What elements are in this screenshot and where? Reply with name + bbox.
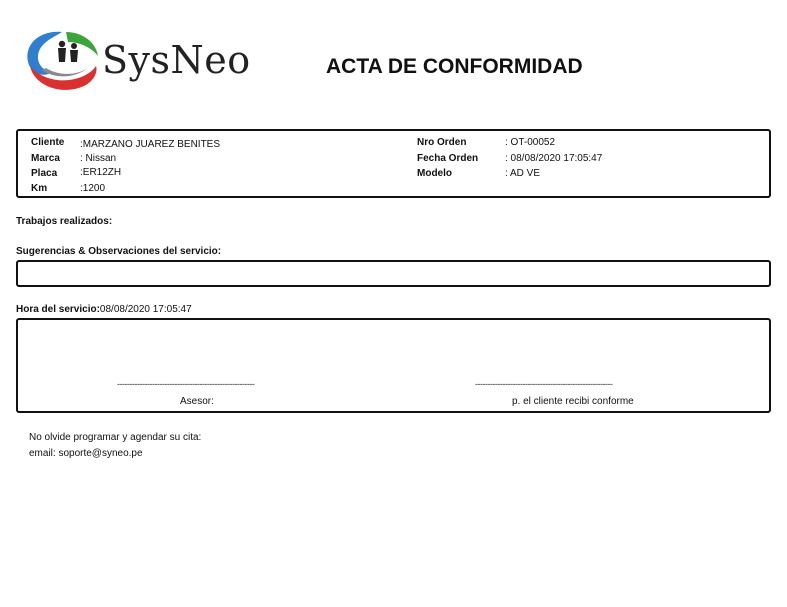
order-date-label: Fecha Orden — [417, 153, 479, 164]
signature-box — [16, 318, 771, 413]
advisor-signature-line: ------------------------------------------------------- — [117, 379, 255, 389]
sysneo-logo — [22, 26, 251, 96]
document-title: ACTA DE CONFORMIDAD — [326, 55, 583, 78]
client-confirmation-label: p. el cliente recibi conforme — [512, 396, 634, 407]
order-date-value: : 08/08/2020 17:05:47 — [505, 153, 603, 164]
client-label: Cliente — [31, 137, 65, 148]
service-time-value: 08/08/2020 17:05:47 — [99, 304, 192, 315]
appointment-reminder: No olvide programar y agendar su cita: — [29, 432, 202, 443]
service-time-label: Hora del servicio: — [16, 304, 100, 315]
model-value: : AD VE — [505, 168, 541, 179]
order-number-label: Nro Orden — [417, 137, 467, 148]
brand-value: : Nissan — [80, 153, 117, 164]
works-label: Trabajos realizados: — [16, 216, 113, 227]
order-number-value: : OT-00052 — [505, 137, 556, 148]
contact-email: email: soporte@syneo.pe — [29, 448, 143, 459]
client-signature-line: ------------------------------------------------------- — [475, 379, 613, 389]
suggestions-box — [16, 260, 771, 287]
brand-label: Marca — [31, 153, 60, 164]
km-label: Km — [31, 183, 48, 194]
logo-emblem-icon — [22, 26, 102, 96]
service-time — [16, 304, 192, 315]
brand-name: SysNeo — [102, 38, 251, 82]
advisor-label: Asesor: — [180, 396, 214, 407]
model-label: Modelo — [417, 168, 452, 179]
km-value: :1200 — [80, 183, 106, 194]
suggestions-label: Sugerencias & Observaciones del servicio: — [16, 246, 222, 257]
plate-value: :ER12ZH — [80, 167, 122, 178]
client-value: :MARZANO JUAREZ BENITES — [80, 139, 221, 150]
plate-label: Placa — [31, 168, 58, 179]
